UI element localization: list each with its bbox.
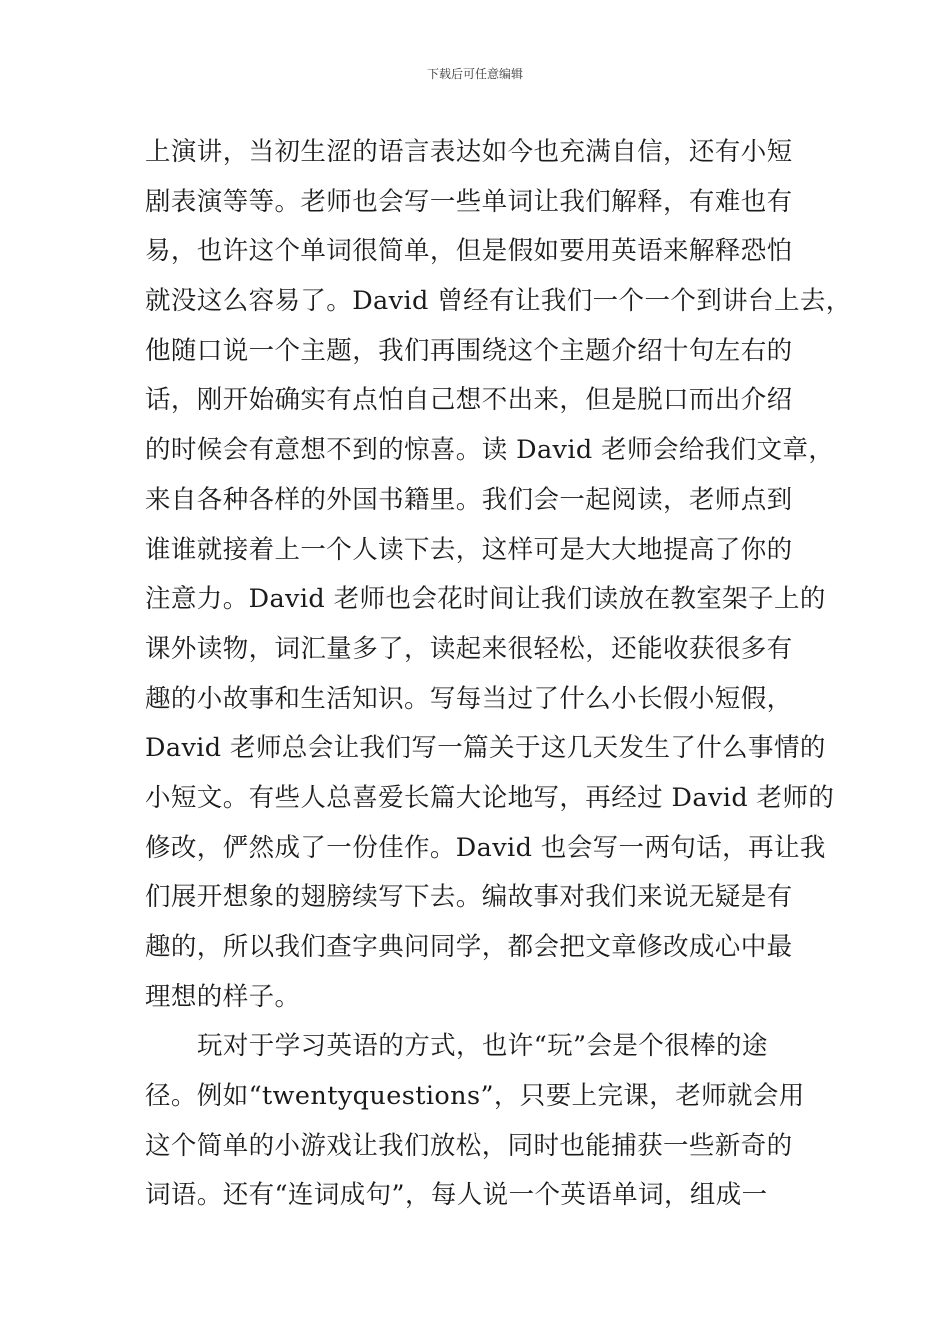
paragraph [145,1022,825,1221]
text-line: 小短文。有些人总喜爱长篇大论地写，再经过 David 老师的 [145,782,835,813]
text-line: 易，也许这个单词很简单，但是假如要用英语来解释恐怕 [145,236,793,267]
text-line: 剧表演等等。老师也会写一些单词让我们解释，有难也有 [145,186,793,217]
text-line: 词语。还有“连词成句”，每人说一个英语单词，组成一 [145,1180,768,1211]
text-line: 话，刚开始确实有点怕自己想不出来，但是脱口而出介绍 [145,385,793,416]
text-line: 修改，俨然成了一份佳作。David 也会写一两句话，再让我 [145,832,826,863]
text-line: 上演讲，当初生涩的语言表达如今也充满自信，还有小短 [145,137,793,167]
text-line: David 老师总会让我们写一篇关于这几天发生了什么事情的 [145,733,826,764]
text-line: 径。例如“twentyquestions”，只要上完课，老师就会用 [145,1081,805,1112]
text-line: 课外读物，词汇量多了，读起来很轻松，还能收获很多有 [145,633,793,664]
text-line: 就没这么容易了。David 曾经有让我们一个一个到讲台上去， [145,286,852,317]
text-line: 理想的样子。 [145,981,301,1012]
text-line: 谁谁就接着上一个人读下去，这样可是大大地提高了你的 [145,534,793,565]
text-line: 趣的，所以我们查字典问同学，都会把文章修改成心中最 [145,932,793,962]
text-line: 们展开想象的翅膀续写下去。编故事对我们来说无疑是有 [145,882,793,913]
paragraph [145,128,852,1022]
text-line: 他随口说一个主题，我们再围绕这个主题介绍十句左右的 [145,335,793,366]
page-header: 下载后可任意编辑 [426,67,523,81]
text-line: 的时候会有意想不到的惊喜。读 David 老师会给我们文章， [145,435,835,466]
text-line: 这个简单的小游戏让我们放松，同时也能捕获一些新奇的 [145,1130,793,1161]
text-line: 注意力。David 老师也会花时间让我们读放在教室架子上的 [145,584,826,615]
text-line: 玩对于学习英语的方式，也许“玩”会是个很棒的途 [197,1031,768,1062]
document-body [145,128,852,1221]
text-line: 趣的小故事和生活知识。写每当过了什么小长假小短假， [145,683,793,714]
text-line: 来自各种各样的外国书籍里。我们会一起阅读，老师点到 [145,484,793,515]
